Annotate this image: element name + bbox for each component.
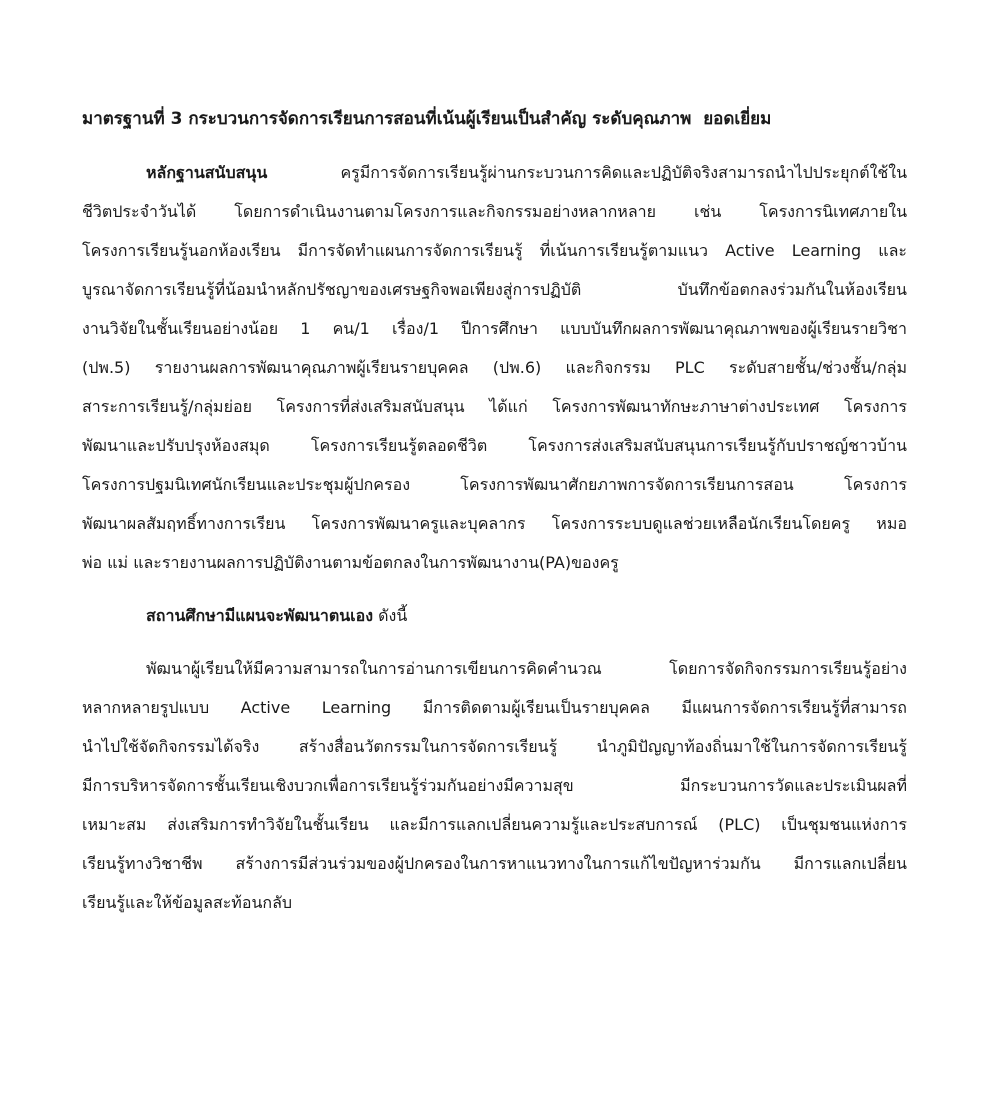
paragraph-line: ชีวิตประจำวันได้ โดยการดำเนินงานตามโครงการและกิจกรรมอย่างหลากหลาย เช่น โครงการนิเทศภายใน xyxy=(82,202,907,222)
paragraph-line: นำไปใช้จัดกิจกรรมได้จริง สร้างสื่อนวัตกรรมในการจัดการเรียนรู้ นำภูมิปัญญาท้องถิ่นมาใช้ในการจัดการเรียนรู้ xyxy=(82,737,907,757)
paragraph-line: มีการบริหารจัดการชั้นเรียนเชิงบวกเพื่อการเรียนรู้ร่วมกันอย่างมีความสุข มีกระบวนการวัดและประเมินผลที่ xyxy=(82,776,907,796)
paragraph-line: เรียนรู้และให้ข้อมูลสะท้อนกลับ xyxy=(82,893,293,913)
paragraph-line: โครงการเรียนรู้นอกห้องเรียน มีการจัดทำแผนการจัดการเรียนรู้ ที่เน้นการเรียนรู้ตามแนว Active Learning และ xyxy=(82,241,907,261)
evidence-line-text: ครูมีการจัดการเรียนรู้ผ่านกระบวนการคิดและปฏิบัติจริงสามารถนำไปประยุกต์ใช้ใน xyxy=(340,163,907,183)
quality-level: ยอดเยี่ยม xyxy=(703,109,772,129)
evidence-label: หลักฐานสนับสนุน xyxy=(146,163,268,183)
standard-heading xyxy=(82,106,907,133)
paragraph-line xyxy=(82,153,907,192)
plan-suffix: ดังนี้ xyxy=(378,606,408,626)
development-paragraph xyxy=(82,649,907,922)
paragraph-line: เรียนรู้ทางวิชาชีพ สร้างการมีส่วนร่วมของผู้ปกครองในการหาแนวทางในการแก้ไขปัญหาร่วมกัน มีการแลกเปลี่ยน xyxy=(82,854,907,874)
paragraph-line: พัฒนาผลสัมฤทธิ์ทางการเรียน โครงการพัฒนาครูและบุคลากร โครงการระบบดูแลช่วยเหลือนักเรียนโดยครู หมอ xyxy=(82,514,907,534)
plan-label: สถานศึกษามีแผนจะพัฒนาตนเอง xyxy=(146,606,374,626)
standard-heading-text: มาตรฐานที่ 3 กระบวนการจัดการเรียนการสอนที่เน้นผู้เรียนเป็นสำคัญ ระดับคุณภาพ xyxy=(82,109,692,129)
paragraph-line: พ่อ แม่ และรายงานผลการปฏิบัติงานตามข้อตกลงในการพัฒนางาน(PA)ของครู xyxy=(82,553,619,573)
paragraph-line: พัฒนาผู้เรียนให้มีความสามารถในการอ่านการเขียนการคิดคำนวณ โดยการจัดกิจกรรมการเรียนรู้อย่าง xyxy=(146,659,907,679)
paragraph-line: สาระการเรียนรู้/กลุ่มย่อย โครงการที่ส่งเสริมสนับสนุน ได้แก่ โครงการพัฒนาทักษะภาษาต่างประเทศ โครงการ xyxy=(82,397,907,417)
paragraph-line: พัฒนาและปรับปรุงห้องสมุด โครงการเรียนรู้ตลอดชีวิต โครงการส่งเสริมสนับสนุนการเรียนรู้กับปราชญ์ชาวบ้าน xyxy=(82,436,907,456)
paragraph-line: หลากหลายรูปแบบ Active Learning มีการติดตามผู้เรียนเป็นรายบุคคล มีแผนการจัดการเรียนรู้ที่สามารถ xyxy=(82,698,907,718)
paragraph-line: เหมาะสม ส่งเสริมการทำวิจัยในชั้นเรียน และมีการแลกเปลี่ยนความรู้และประสบการณ์ (PLC) เป็นชุมชนแห่งการ xyxy=(82,815,907,835)
paragraph-line: บูรณาจัดการเรียนรู้ที่น้อมนำหลักปรัชญาของเศรษฐกิจพอเพียงสู่การปฏิบัติ บันทึกข้อตกลงร่วมกันในห้องเรียน xyxy=(82,280,907,300)
paragraph-line: โครงการปฐมนิเทศนักเรียนและประชุมผู้ปกครอง โครงการพัฒนาศักยภาพการจัดการเรียนการสอน โครงการ xyxy=(82,475,907,495)
paragraph-line: งานวิจัยในชั้นเรียนอย่างน้อย 1 คน/1 เรื่อง/1 ปีการศึกษา แบบบันทึกผลการพัฒนาคุณภาพของผู้เรียนรายวิชา xyxy=(82,319,907,339)
plan-heading xyxy=(82,596,907,635)
evidence-paragraph xyxy=(82,153,907,582)
paragraph-line: (ปพ.5) รายงานผลการพัฒนาคุณภาพผู้เรียนรายบุคคล (ปพ.6) และกิจกรรม PLC ระดับสายชั้น/ช่วงชั้น/กลุ่ม xyxy=(82,358,907,378)
